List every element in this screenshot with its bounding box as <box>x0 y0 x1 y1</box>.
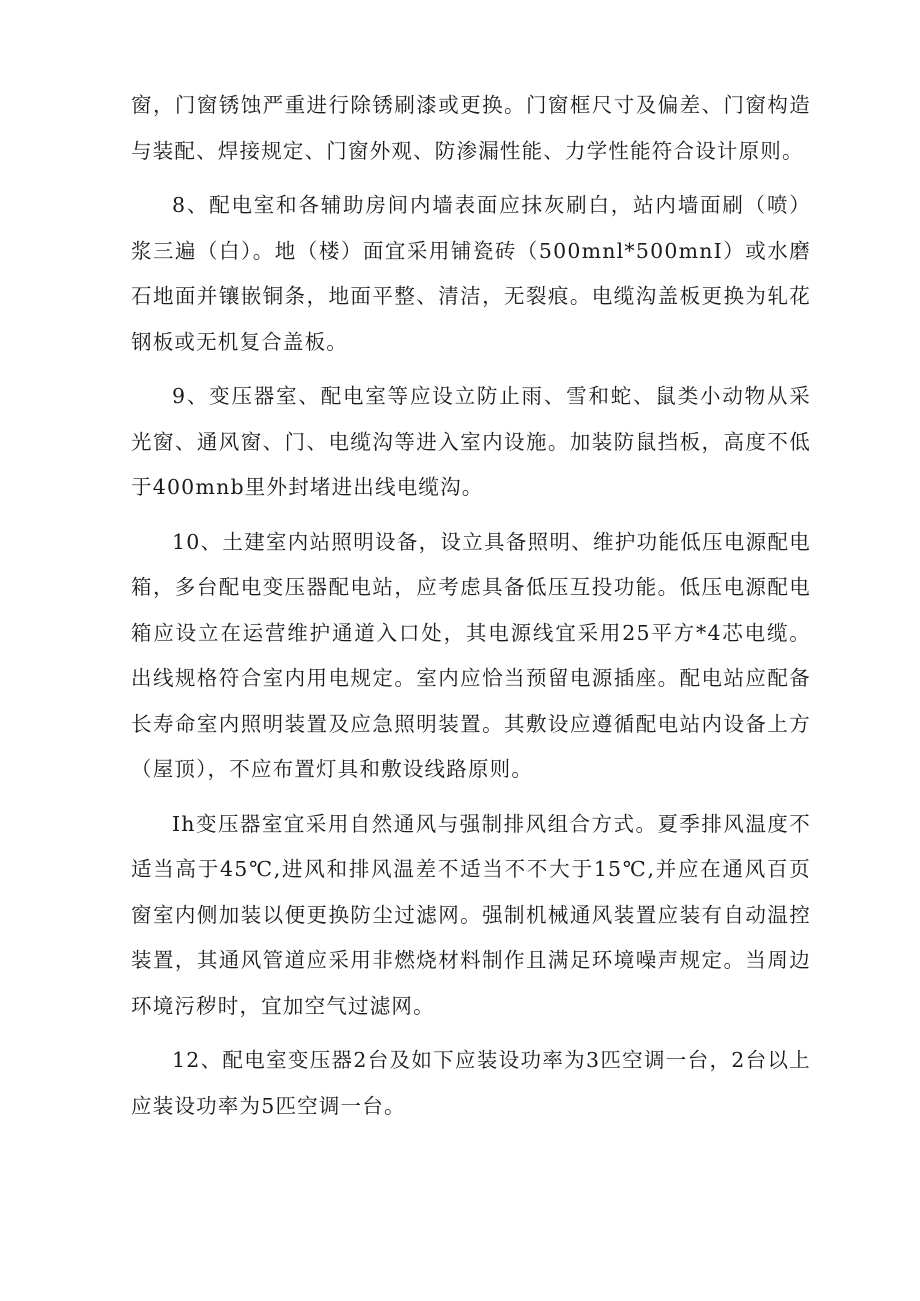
paragraph-item-11: Ih变压器室宜采用自然通风与强制排风组合方式。夏季排风温度不适当高于45℃,进风和排风温差不适当不不大于15℃,并应在通风百页窗室内侧加装以便更换防尘过滤网。强制机械通风装置应装有自动温控装置，其通风管道应采用非燃烧材料制作且满足环境噪声规定。当周边环境污秽时，宜加空气过滤网。 <box>131 811 811 1018</box>
paragraph-item-12: 12、配电室变压器2台及如下应装设功率为3匹空调一台，2台以上应装设功率为5匹空调一台。 <box>131 1048 811 1118</box>
paragraph-item-10: 10、土建室内站照明设备，设立具备照明、维护功能低压电源配电箱，多台配电变压器配电站，应考虑具备低压互投功能。低压电源配电箱应设立在运营维护通道入口处，其电源线宜采用25平方*4芯电缆。出线规格符合室内用电规定。室内应恰当预留电源插座。配电站应配备长寿命室内照明装置及应急照明装置。其敷设应遵循配电站内设备上方（屋顶），不应布置灯具和敷设线路原则。 <box>131 529 811 781</box>
paragraph-item-9: 9、变压器室、配电室等应设立防止雨、雪和蛇、鼠类小动物从采光窗、通风窗、门、电缆沟等进入室内设施。加装防鼠挡板，高度不低于400mnb里外封堵进出线电缆沟。 <box>131 384 811 499</box>
paragraph-item-8: 8、配电室和各辅助房间内墙表面应抹灰刷白，站内墙面刷（喷）浆三遍（白）。地（楼）面宜采用铺瓷砖（500mnl*500mnI）或水磨石地面并镶嵌铜条，地面平整、清洁，无裂痕。电缆沟盖板更换为轧花钢板或无机复合盖板。 <box>131 193 811 354</box>
document-body <box>131 83 811 1138</box>
paragraph-window-maintenance: 窗，门窗锈蚀严重进行除锈刷漆或更换。门窗框尺寸及偏差、门窗构造与装配、焊接规定、门窗外观、防渗漏性能、力学性能符合设计原则。 <box>131 93 811 163</box>
